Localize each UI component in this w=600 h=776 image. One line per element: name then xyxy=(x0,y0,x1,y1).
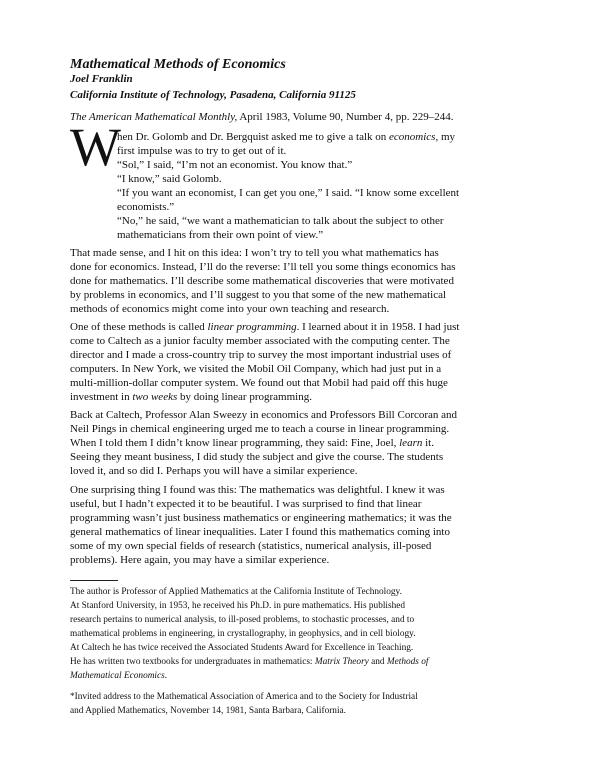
dialogue-line: “If you want an economist, I can get you one,” I said. “I know some excellent xyxy=(117,187,460,199)
body-line: When I told them I didn’t know linear programming, they said: Fine, Joel, learn it. xyxy=(70,437,434,449)
body-line: programming wasn’t just business mathematics or engineering mathematics; it was the xyxy=(70,512,452,524)
body-line: loved it, and so did I. Perhaps you will have a similar experience. xyxy=(70,465,358,477)
citation-details: April 1983, Volume 90, Number 4, pp. 229–244. xyxy=(237,111,454,123)
author-affiliation: California Institute of Technology, Pasadena, California 91125 xyxy=(70,89,356,101)
body-line: director and I made a cross-country trip to survey the most important industrial uses of xyxy=(70,349,452,361)
dialogue-line: hen Dr. Golomb and Dr. Bergquist asked me to give a talk on economics, my xyxy=(117,131,456,143)
body-line: come to Caltech as a junior faculty member associated with the computing center. The xyxy=(70,335,450,347)
footnote-line: mathematical problems in engineering, in crystallography, in geophysics, and in cell biology. xyxy=(70,629,416,639)
footnote-line: At Caltech he has twice received the Associated Students Award for Excellence in Teaching. xyxy=(70,643,414,653)
body-line: general mathematics of linear inequalities. Later I found this mathematics coming into xyxy=(70,526,450,538)
footnote-line: He has written two textbooks for undergraduates in mathematics: Matrix Theory and Methods of xyxy=(70,657,429,667)
dialogue-line: economists.” xyxy=(117,201,175,213)
footnote-divider xyxy=(70,580,118,581)
footnote-line: The author is Professor of Applied Mathematics at the California Institute of Technology. xyxy=(70,587,402,597)
body-line: Neil Pings in chemical engineering urged me to teach a course in linear programming. xyxy=(70,423,450,435)
body-line: That made sense, and I hit on this idea: I won’t try to tell you what mathematics has xyxy=(70,247,439,259)
body-line: useful, but I hadn’t expected it to be beautiful. I was surprised to find that linear xyxy=(70,498,422,510)
dialogue-line: “No,” he said, “we want a mathematician to talk about the subject to other xyxy=(117,215,444,227)
author-name: Joel Franklin xyxy=(70,73,133,85)
citation-line xyxy=(70,111,453,123)
dialogue-line: first impulse was to try to get out of it. xyxy=(117,145,287,157)
body-line: Seeing they meant business, I did study the subject and give the course. The students xyxy=(70,451,444,463)
journal-name: The American Mathematical Monthly, xyxy=(70,111,238,123)
body-line: computers. In New York, we visited the Mobil Oil Company, which had just put in a xyxy=(70,363,442,375)
paper-title: Mathematical Methods of Economics xyxy=(70,57,286,72)
body-line: multi-million-dollar computer system. We found out that Mobil had paid off this huge xyxy=(70,377,448,389)
footnote-line: and Applied Mathematics, November 14, 1981, Santa Barbara, California. xyxy=(70,706,346,716)
body-line: some of my own special fields of research (statistics, numerical analysis, ill-posed xyxy=(70,540,432,552)
body-line: done for economics. Instead, I’ll do the reverse: I’ll tell you some things economics has xyxy=(70,261,456,273)
footnote-line: Mathematical Economics. xyxy=(70,671,168,681)
body-line: methods of economics might come into your own teaching and research. xyxy=(70,303,390,315)
footnote-line: research pertains to numerical analysis, to ill-posed problems, to stochastic processes, and to xyxy=(70,615,415,625)
footnote-line: At Stanford University, in 1953, he received his Ph.D. in pure mathematics. His published xyxy=(70,601,406,611)
body-line: investment in two weeks by doing linear programming. xyxy=(70,391,312,403)
body-line: problems). Here again, you may have a similar experience. xyxy=(70,554,330,566)
body-line: One surprising thing I found was this: The mathematics was delightful. I knew it was xyxy=(70,484,445,496)
body-line: One of these methods is called linear programming. I learned about it in 1958. I had just xyxy=(70,321,460,333)
drop-cap: W xyxy=(70,117,121,177)
body-line: Back at Caltech, Professor Alan Sweezy in economics and Professors Bill Corcoran and xyxy=(70,409,458,421)
body-line: by problems in economics, and I’ll suggest to you that some of the new mathematical xyxy=(70,289,447,301)
dialogue-line: “Sol,” I said, “I’m not an economist. You know that.” xyxy=(117,159,353,171)
body-line: done for mathematics. I’ll describe some mathematical discoveries that were motivated xyxy=(70,275,454,287)
dialogue-line: “I know,” said Golomb. xyxy=(117,173,222,185)
footnote-line: *Invited address to the Mathematical Association of America and to the Society for Industrial xyxy=(70,692,418,702)
dialogue-line: mathematicians from their own point of view.” xyxy=(117,229,324,241)
